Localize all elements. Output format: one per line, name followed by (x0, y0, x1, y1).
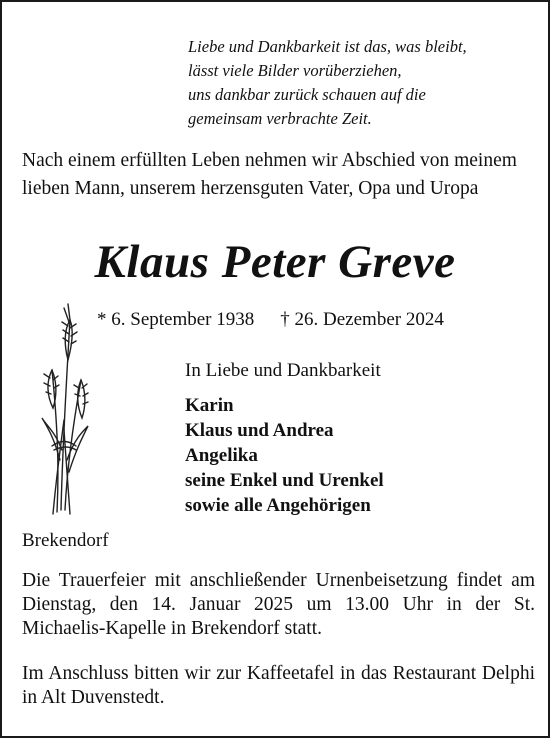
reception-info: Im Anschluss bitten wir zur Kaffeetafel in das Restaurant Delphi in Alt Duvenstedt. (22, 663, 535, 708)
mourner: Angelika (185, 445, 258, 466)
mourner: seine Enkel und Urenkel (185, 470, 384, 491)
dedication: In Liebe und Dankbarkeit (185, 360, 381, 381)
mourners-list (185, 393, 535, 518)
service-info: Die Trauerfeier mit anschließender Urnenbeisetzung findet am Dienstag, den 14. Januar 2025 um 13.00 Uhr in der St. Michaelis-Kapelle in Brekendorf statt. (22, 570, 535, 639)
place: Brekendorf (22, 530, 109, 551)
poem-line: gemeinsam verbrachte Zeit. (188, 109, 372, 128)
wheat-icon (34, 300, 94, 520)
poem-line: Liebe und Dankbarkeit ist das, was bleibt, (188, 37, 467, 56)
mourner: Karin (185, 395, 234, 416)
poem-line: lässt viele Bilder vorüberziehen, (188, 61, 402, 80)
birth-date: * 6. September 1938 (97, 309, 255, 330)
poem-line: uns dankbar zurück schauen auf die (188, 85, 426, 104)
intro-text: Nach einem erfüllten Leben nehmen wir Abschied von meinem lieben Mann, unserem herzensguten Vater, Opa und Uropa (22, 150, 517, 199)
mourner: Klaus und Andrea (185, 420, 334, 441)
mourner: sowie alle Angehörigen (185, 495, 371, 516)
poem (188, 35, 538, 131)
deceased-name: Klaus Peter Greve (94, 236, 456, 288)
death-date: † 26. Dezember 2024 (280, 309, 444, 330)
life-dates (97, 307, 537, 333)
